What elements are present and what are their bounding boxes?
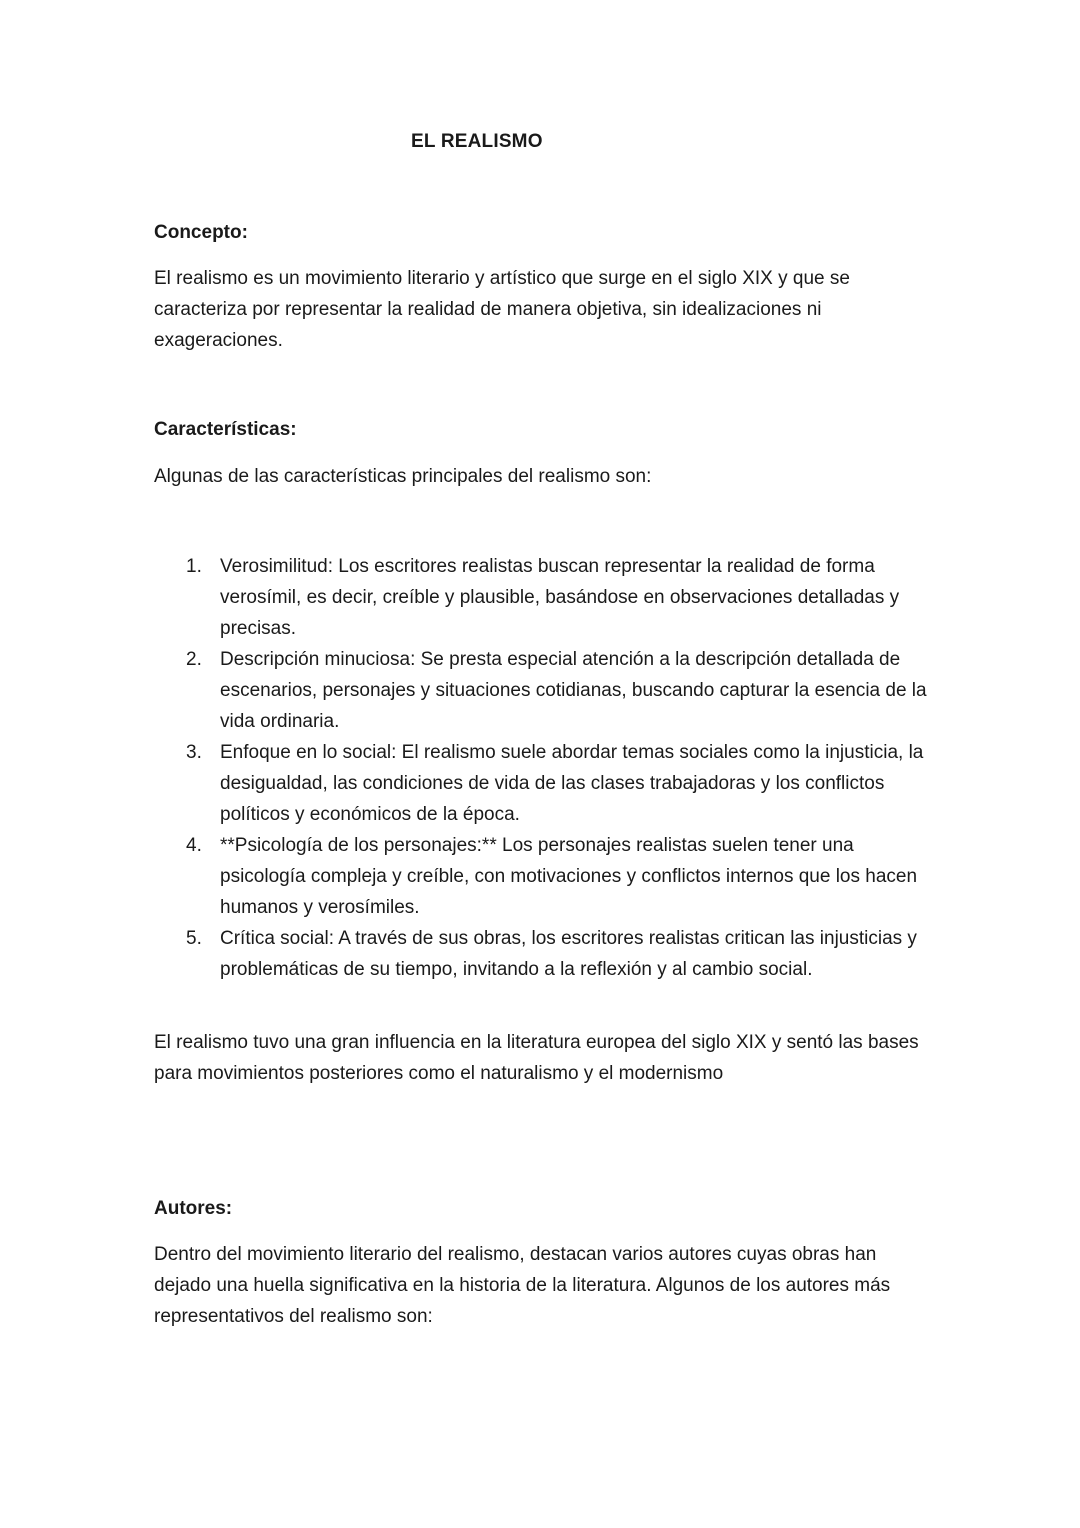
list-item-text: **Psicología de los personajes:** Los personajes realistas suelen tener una psicología compleja y creíble, con motivaciones y conflictos internos que los hacen humanos y verosímiles.	[220, 835, 918, 918]
caracteristicas-list	[154, 551, 944, 985]
list-item-text: Enfoque en lo social: El realismo suele abordar temas sociales como la injusticia, la desigualdad, las condiciones de vida de las clases trabajadoras y los conflictos políticos y económicos de la época.	[220, 742, 924, 825]
concepto-paragraph: El realismo es un movimiento literario y artístico que surge en el siglo XIX y que se caracteriza por representar la realidad de manera objetiva, sin idealizaciones ni exageraciones.	[154, 268, 850, 351]
list-item	[154, 551, 944, 644]
list-item	[154, 644, 944, 737]
list-item	[154, 737, 944, 830]
list-item-number: 2.	[186, 649, 202, 670]
list-item-number: 4.	[186, 835, 202, 856]
list-item	[154, 923, 944, 985]
list-item-number: 1.	[186, 556, 202, 577]
list-item-number: 3.	[186, 742, 202, 763]
list-item-number: 5.	[186, 928, 202, 949]
list-item-text: Descripción minuciosa: Se presta especial atención a la descripción detallada de escenarios, personajes y situaciones cotidianas, buscando capturar la esencia de la vida ordinaria.	[220, 649, 927, 732]
concepto-heading: Concepto:	[154, 222, 248, 243]
autores-heading: Autores:	[154, 1198, 233, 1219]
list-item-text: Verosimilitud: Los escritores realistas buscan representar la realidad de forma verosímil, es decir, creíble y plausible, basándose en observaciones detalladas y precisas.	[220, 556, 900, 639]
caracteristicas-closing: El realismo tuvo una gran influencia en la literatura europea del siglo XIX y sentó las bases para movimientos posteriores como el naturalismo y el modernismo	[154, 1032, 919, 1084]
caracteristicas-heading: Características:	[154, 419, 297, 440]
document-title: EL REALISMO	[411, 131, 543, 152]
autores-paragraph: Dentro del movimiento literario del realismo, destacan varios autores cuyas obras han dejado una huella significativa en la historia de la literatura. Algunos de los autores más representativos del realismo son:	[154, 1244, 891, 1327]
list-item-text: Crítica social: A través de sus obras, los escritores realistas critican las injusticias y problemáticas de su tiempo, invitando a la reflexión y al cambio social.	[220, 928, 917, 980]
caracteristicas-intro: Algunas de las características principales del realismo son:	[154, 466, 652, 487]
list-item	[154, 830, 944, 923]
